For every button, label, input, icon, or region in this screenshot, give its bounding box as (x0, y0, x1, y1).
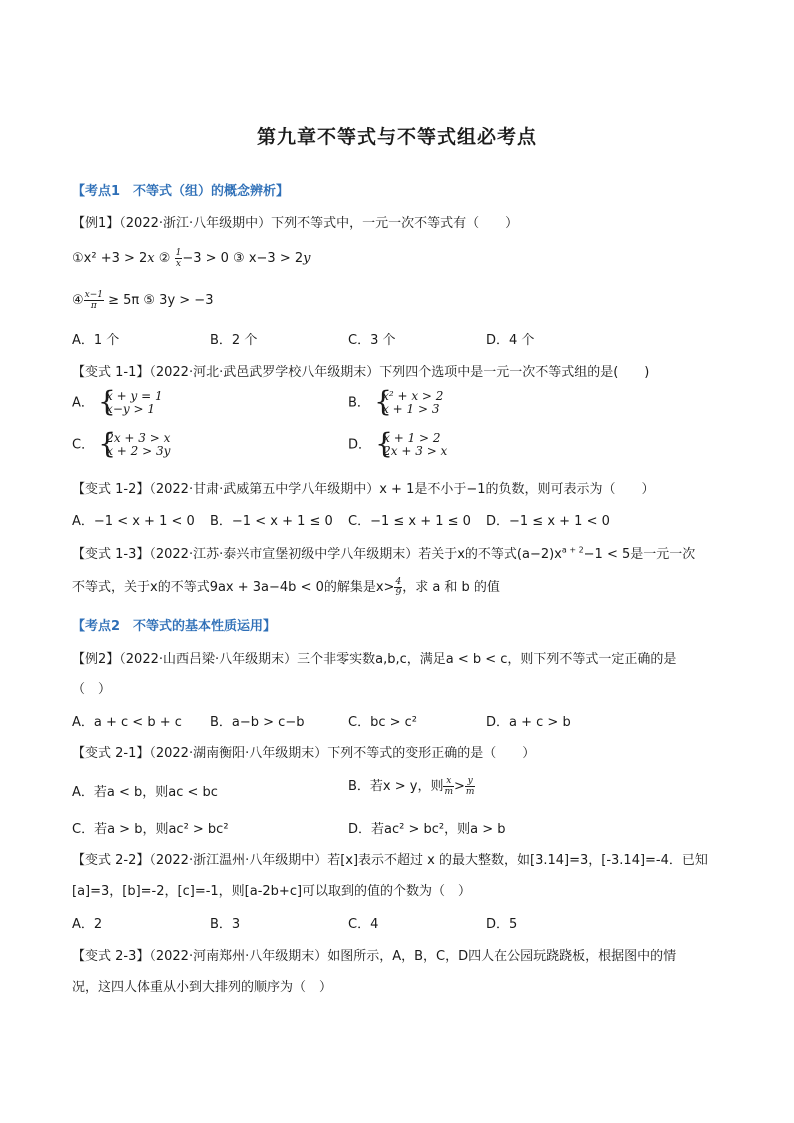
ex1-expr-4-5: ≥ 5π ⑤ 3y > −3 (104, 293, 214, 308)
ex1-expr-1-var: x (147, 251, 155, 266)
system-line-2: x + 1 > 3 (382, 402, 440, 416)
example-2-question: 【例2】（2022·山西吕梁·八年级期末）三个非零实数a,b,c，满足a < b < c，则下列不等式一定正确的是 (72, 652, 677, 667)
v12-option-d: D．−1 ≤ x + 1 < 0 (486, 514, 610, 529)
example-1-line-2 (72, 290, 213, 311)
ex1-expr-1: ①x² +3 > 2 (72, 251, 148, 266)
section-heading-2: 【考点2 不等式的基本性质运用】 (72, 619, 277, 634)
equation-system (98, 427, 171, 460)
variant-2-3-continuation: 况，这四人体重从小到大排列的顺序为（ ） (72, 980, 333, 995)
fraction-denominator: m (444, 787, 454, 797)
v22-option-c: C．4 (348, 917, 379, 932)
example-1-question: 【例1】（2022·浙江·八年级期中）下列不等式中，一元一次不等式有（ ） (72, 216, 519, 231)
example-2-continuation: （ ） (72, 682, 112, 697)
v11-option-c (72, 427, 171, 460)
variant-1-1-question: 【变式 1-1】（2022·河北·武邑武罗学校八年级期末）下列四个选项中是一元一次不等式组的是( ) (72, 365, 650, 380)
ex1-expr-4-label: ④ (72, 293, 84, 308)
system-line-1: x + 1 > 2 (383, 431, 441, 445)
v11-option-d (348, 427, 448, 460)
ex1-option-d: D．4 个 (486, 333, 535, 348)
v12-option-c: C．−1 ≤ x + 1 ≤ 0 (348, 514, 471, 529)
variant-1-3-question (72, 543, 695, 562)
equation-system (375, 427, 448, 460)
ex2-option-c: C．bc > c² (348, 715, 417, 730)
v13-cont-b: ，求 a 和 b 的值 (402, 580, 500, 595)
v12-option-a: A．−1 < x + 1 < 0 (72, 514, 195, 529)
v13-head: 【变式 1-3】（2022·江苏·泰兴市宣堡初级中学八年级期末）若关于x的不等式(a−2)x (72, 547, 562, 562)
brace-icon: { (98, 427, 117, 460)
fraction-denominator: x (175, 259, 181, 269)
option-label: D． (348, 437, 372, 453)
system-line-1: x + y = 1 (106, 389, 163, 403)
ex1-option-b: B．2 个 (210, 333, 258, 348)
v11-option-a (72, 385, 163, 418)
v22-option-b: B．3 (210, 917, 241, 932)
v21-b-text: B．若x > y，则 (348, 779, 444, 794)
system-line-2: 2x + 3 > x (383, 444, 448, 458)
ex1-option-c: C．3 个 (348, 333, 396, 348)
v13-exponent: a + 2 (561, 545, 584, 555)
ex2-option-d: D．a + c > b (486, 715, 571, 730)
v12-option-b: B．−1 < x + 1 ≤ 0 (210, 514, 333, 529)
fraction-numerator: y (465, 776, 476, 787)
option-label: C． (72, 437, 95, 453)
fraction-denominator: 9 (395, 588, 402, 598)
v21-option-d: D．若ac² > bc²，则a > b (348, 822, 506, 837)
ex2-option-a: A．a + c < b + c (72, 715, 182, 730)
fraction-denominator: π (90, 301, 97, 311)
v21-option-a: A．若a < b，则ac < bc (72, 785, 218, 800)
equation-system (374, 385, 444, 418)
variant-1-3-continuation (72, 576, 500, 598)
variant-2-3-question: 【变式 2-3】（2022·河南郑州·八年级期末）如图所示，A，B，C，D四人在公园玩跷跷板，根据图中的情 (72, 949, 677, 964)
v21-b-gt: > (454, 779, 465, 794)
fraction-numerator: 4 (395, 577, 402, 587)
option-label: A． (72, 395, 94, 411)
fraction-numerator: x (443, 776, 454, 787)
v22-option-a: A．2 (72, 917, 103, 932)
system-line-2: x + 2 > 3y (106, 444, 171, 458)
fraction-numerator: 1 (175, 248, 182, 258)
page-title: 第九章不等式与不等式组必考点 (256, 126, 537, 148)
fraction-denominator: m (465, 787, 475, 797)
ex2-option-b: B．a−b > c−b (210, 715, 305, 730)
example-1-line-1 (72, 248, 310, 269)
brace-icon: { (98, 385, 116, 418)
v21-fraction-1 (443, 776, 454, 797)
brace-icon: { (375, 427, 393, 460)
v13-cont-a: 不等式，关于x的不等式9ax + 3a−4b < 0的解集是x> (72, 580, 395, 595)
ex1-expr-2-3: −3 > 0 ③ x−3 > 2 (182, 251, 304, 266)
v21-fraction-2 (465, 776, 476, 797)
option-label: B． (348, 395, 370, 411)
ex1-fraction-2 (84, 290, 104, 311)
ex1-option-a: A．1 个 (72, 333, 120, 348)
v22-option-d: D．5 (486, 917, 518, 932)
fraction-numerator: x−1 (84, 290, 103, 300)
variant-1-2-question: 【变式 1-2】（2022·甘肃·武威第五中学八年级期中）x + 1是不小于−1的负数，则可表示为（ ） (72, 482, 655, 497)
variant-2-2-question: 【变式 2-2】（2022·浙江温州·八年级期中）若[x]表示不超过 x 的最大整数，如[3.14]=3，[-3.14]=-4．已知 (72, 853, 708, 868)
brace-icon: { (374, 385, 392, 418)
v21-option-b (348, 775, 475, 797)
v13-head-tail: −1 < 5是一元一次 (583, 547, 696, 562)
system-line-2: x−y > 1 (106, 402, 155, 416)
ex1-expr-3-var: y (303, 251, 311, 266)
section-heading-1: 【考点1 不等式（组）的概念辨析】 (72, 184, 290, 199)
v11-option-b (348, 385, 444, 418)
equation-system (98, 385, 163, 418)
variant-2-2-continuation: [a]=3，[b]=-2，[c]=-1，则[a-2b+c]可以取到的值的个数为（ ） (72, 884, 472, 899)
v21-option-c: C．若a > b，则ac² > bc² (72, 822, 229, 837)
system-line-1: x² + x > 2 (382, 389, 444, 403)
ex1-expr-2-label: ② (158, 251, 171, 266)
system-line-1: 2x + 3 > x (106, 431, 171, 445)
variant-2-1-question: 【变式 2-1】（2022·湖南衡阳·八年级期末）下列不等式的变形正确的是（ ） (72, 746, 536, 761)
